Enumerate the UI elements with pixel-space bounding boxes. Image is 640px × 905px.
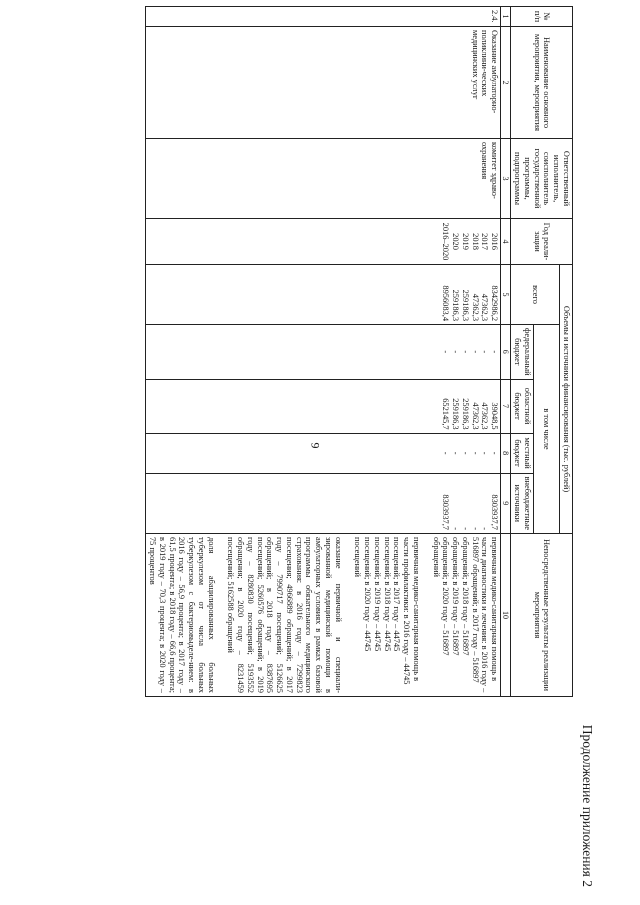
local-value: -	[441, 451, 451, 455]
page-number: 9	[308, 442, 323, 449]
federal-value: -	[460, 350, 470, 354]
rotated-page	[75, 6, 595, 891]
header-year: Год реали-зации	[511, 219, 573, 265]
total-value: 259186,3	[451, 289, 461, 321]
header-regional: областной бюджет	[511, 379, 534, 433]
extra-value: -	[480, 527, 490, 530]
year-value: 2019	[460, 233, 470, 250]
header-results: Непосредственные результаты реализации мероприятия	[511, 533, 573, 696]
regional-value: 652145,7	[441, 398, 451, 430]
regional-value: 47362,3	[470, 402, 480, 430]
local-value: -	[490, 451, 500, 455]
column-index: 7	[501, 379, 511, 433]
row-executor: комитет здраво-охранения	[146, 139, 501, 219]
row-num: 2.4.	[146, 7, 501, 27]
column-index: 2	[501, 27, 511, 139]
header-total: всего	[511, 265, 560, 325]
header-local: местный бюджет	[511, 433, 534, 473]
regional-value: 259186,3	[460, 398, 470, 430]
table-row	[146, 7, 501, 697]
federal-value: -	[480, 350, 490, 354]
column-index-row	[501, 7, 511, 697]
header-including: в том числе	[534, 325, 560, 534]
extra-value: -	[470, 527, 480, 530]
column-index: 8	[501, 433, 511, 473]
local-value: -	[470, 451, 480, 455]
column-index: 6	[501, 325, 511, 380]
column-index: 3	[501, 139, 511, 219]
local-cell	[146, 433, 501, 473]
federal-value: -	[451, 350, 461, 354]
local-value: -	[451, 451, 461, 455]
federal-value: -	[490, 350, 500, 354]
column-index: 9	[501, 473, 511, 533]
column-index: 1	[501, 7, 511, 27]
total-value: 8342986,2	[490, 285, 500, 321]
header-extra: внебюджетные источники	[511, 473, 534, 533]
federal-cell	[146, 325, 501, 380]
header-num: № п/п	[511, 7, 573, 27]
row-name: Оказание амбулаторно-поликлини-ческих медицинских услуг	[146, 27, 501, 139]
header-name: Наименование основного мероприятия, мероприятия	[511, 27, 573, 139]
extra-value: -	[460, 527, 470, 530]
year-value: 2018	[470, 233, 480, 250]
federal-value: -	[470, 350, 480, 354]
regional-value: 259186,3	[451, 398, 461, 430]
total-value: 259186,3	[460, 289, 470, 321]
years-cell	[146, 219, 501, 265]
extra-cell	[146, 473, 501, 533]
year-value: 2020	[451, 233, 461, 250]
result-paragraph: оказание первичной и специали-зированной медицинской помощи в амбулаторных условиях в рамках базовой программы обязательного медицинского страхования: в 2016 году – 7299823 посещения; 4966889 обращений; в 2017 году – 7990717 посещений; 5126625 обращений; в 2018 году – 8387695 посещений; 5260576 обращений; в 2019 году – 8280830 посещений; 5193552 обращения; в 2020 году – 8231459 посещений; 5162588 обращений	[226, 536, 343, 693]
extra-value: 8303937,7	[490, 494, 500, 530]
local-value: -	[460, 451, 470, 455]
results-cell	[146, 533, 501, 696]
column-index: 5	[501, 265, 511, 325]
header-funding: Объемы и источники финансирования (тыс. рублей)	[560, 265, 573, 534]
column-index: 4	[501, 219, 511, 265]
regional-cell	[146, 379, 501, 433]
regional-value: 47362,3	[480, 402, 490, 430]
local-value: -	[480, 451, 490, 455]
extra-value: -	[451, 527, 461, 530]
appendix-label: Продолжение приложения 2	[580, 724, 595, 887]
total-value: 47362,3	[480, 293, 490, 321]
total-cell	[146, 265, 501, 325]
result-paragraph: доля абацилированных больных туберкулезом от числа больных туберкулезом с бактериовыделе-нием: в 2016 году – 56,9 процента; в 2017 году – 61,5 процента; в 2018 году – 66,6 процента; в 2019 году – 70,3 процента; в 2020 году – 75 процентов	[148, 536, 216, 693]
column-index: 10	[501, 533, 511, 696]
federal-value: -	[441, 350, 451, 354]
total-value: 47362,3	[470, 293, 480, 321]
total-value: 8956083,4	[441, 285, 451, 321]
regional-value: 39048,5	[490, 402, 500, 430]
header-federal: федеральный бюджет	[511, 325, 534, 380]
header-executor: Ответственный исполнитель, соисполнитель государственной программы, подпрограммы	[511, 139, 573, 219]
program-table	[145, 6, 573, 697]
result-paragraph: первичная медико-санитарная помощь в части диагностики и лечения: в 2016 году – 516897 обращений; в 2017 году – 516897 обращений; в 2018 году – 516897 обращений; в 2019 году – 516897 обращений; в 2020 году – 516897 обращений	[431, 536, 500, 693]
year-value: 2017	[480, 233, 490, 250]
year-value: 2016	[490, 233, 500, 250]
extra-value: 8303937,7	[441, 494, 451, 530]
result-paragraph: первичная медико-санитарная помощь в части профилактики: в 2016 году – 44745 посещений; в 2017 году – 44745 посещений; в 2018 году – 44745 посещений; в 2019 году – 44745 посещений; в 2020 году – 44745 посещений	[353, 536, 421, 685]
year-value: 2016–2020	[441, 222, 451, 261]
